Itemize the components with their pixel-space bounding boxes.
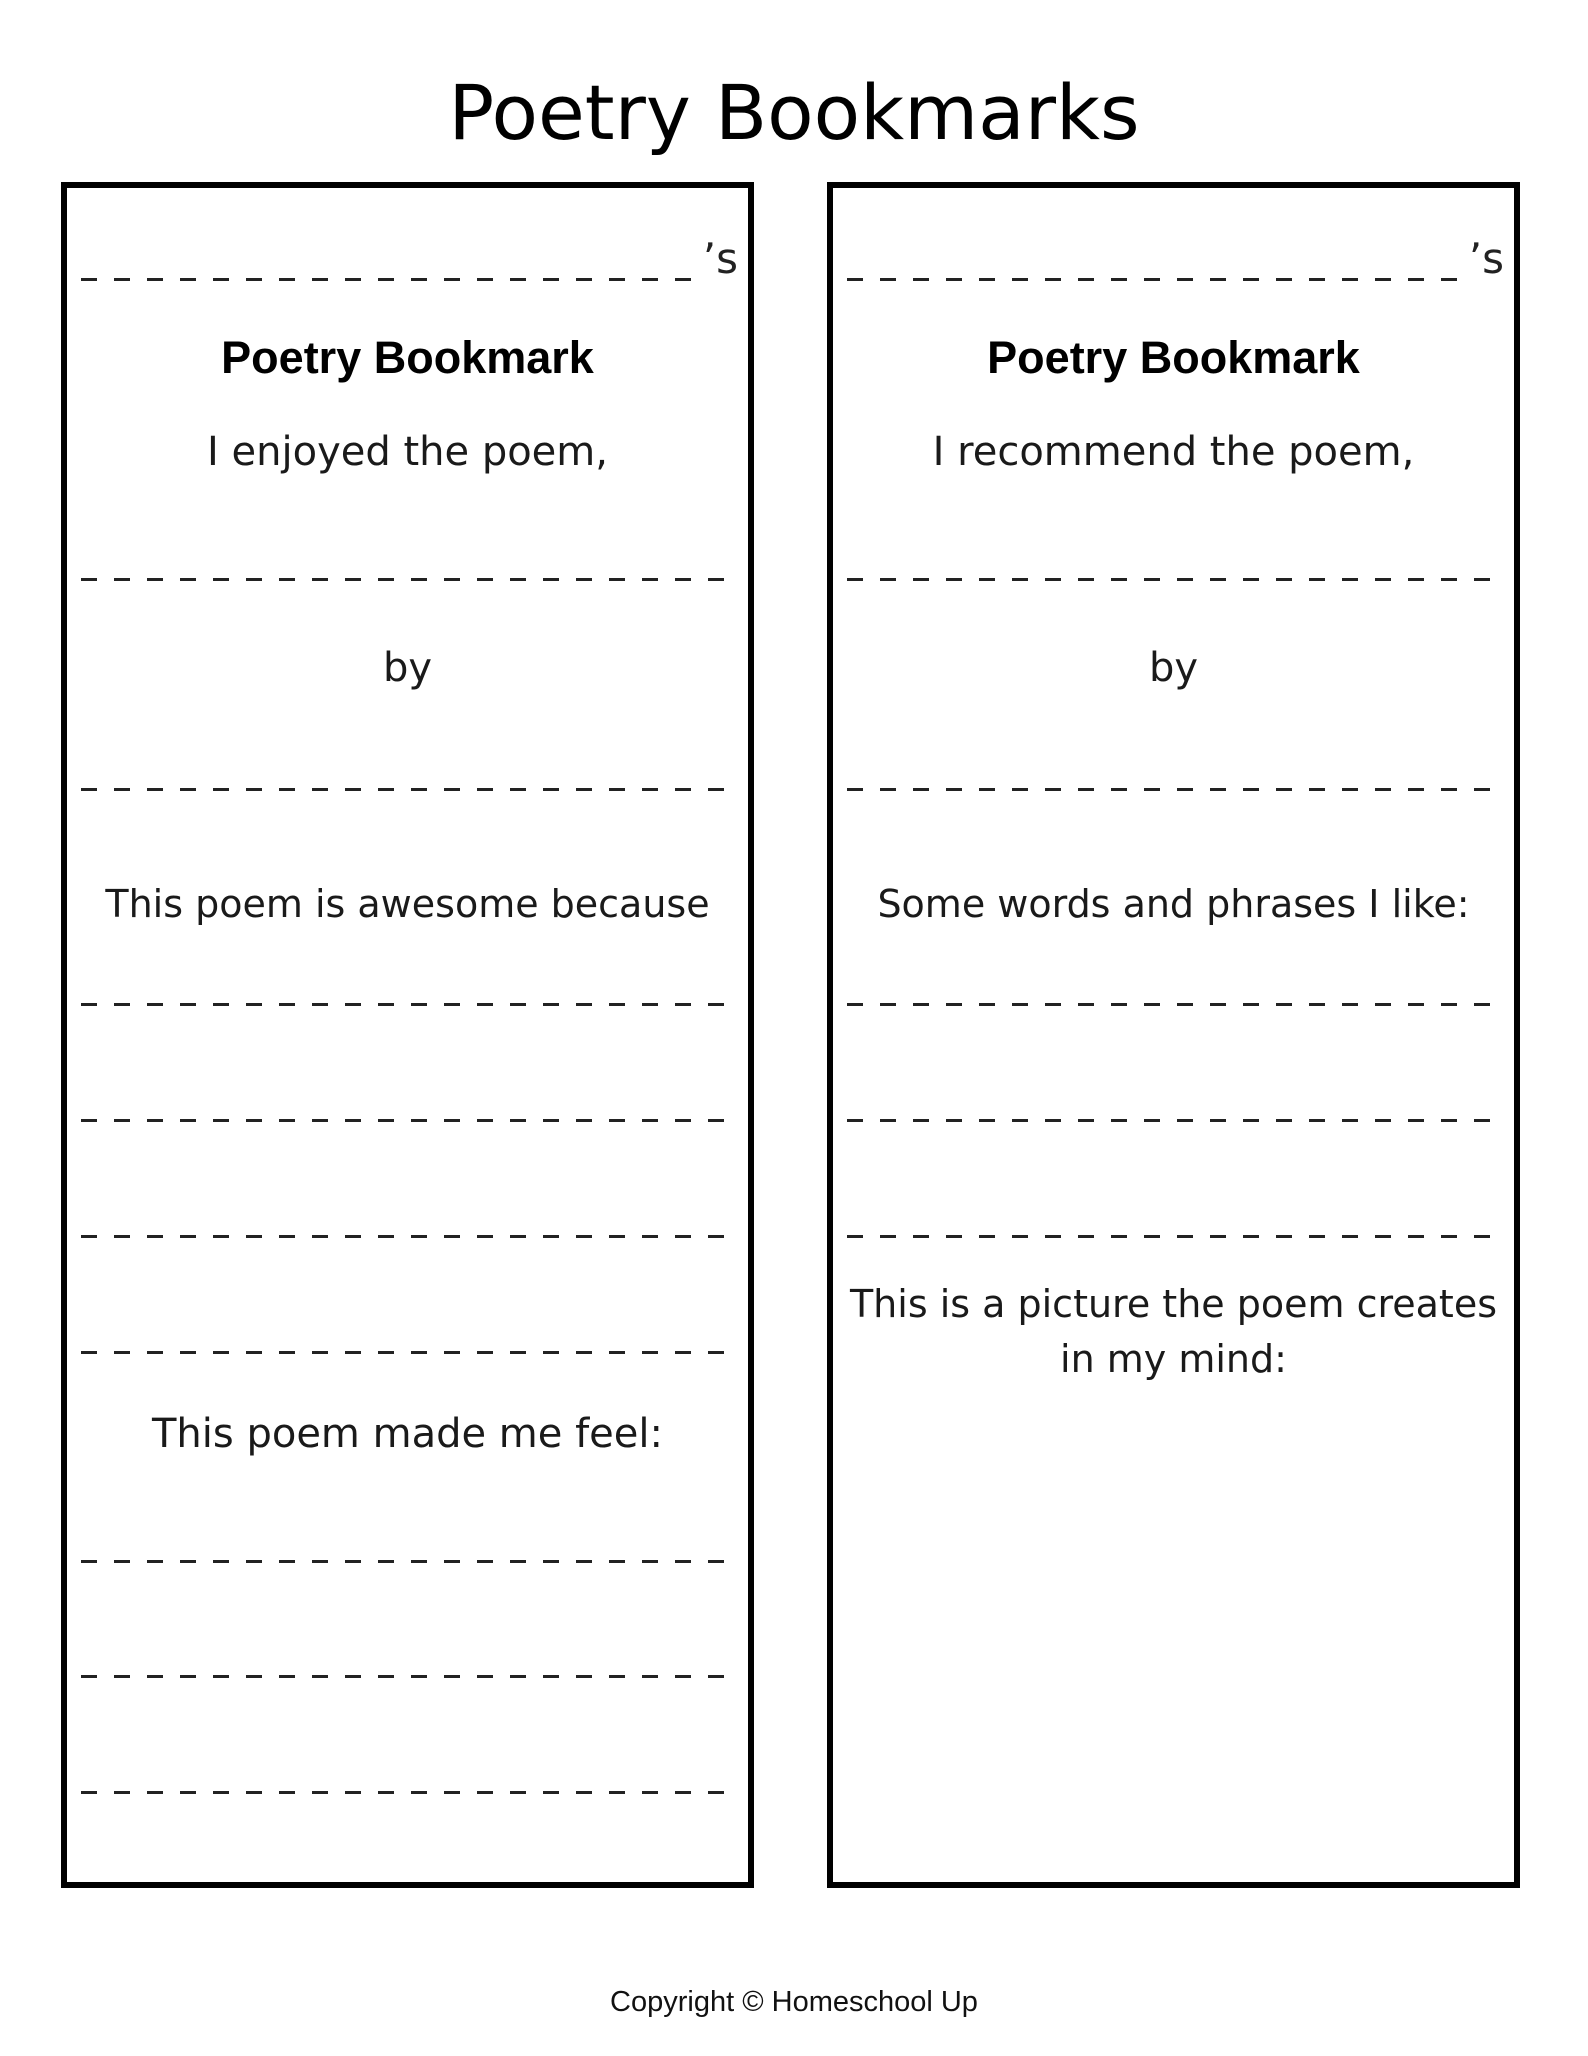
prompt-text: I enjoyed the poem, <box>207 429 608 475</box>
section-picture-label-2: in my mind: <box>1060 1337 1287 1381</box>
copyright-text: Copyright © Homeschool Up <box>610 1986 978 2018</box>
author-line[interactable] <box>847 788 1502 791</box>
words-line-3[interactable] <box>847 1235 1502 1238</box>
poem-title-line[interactable] <box>81 578 736 581</box>
by-text: by <box>382 645 433 691</box>
words-line-1[interactable] <box>847 1003 1502 1006</box>
section-words-label: Some words and phrases I like: <box>877 882 1470 926</box>
awesome-line-4[interactable] <box>81 1351 736 1354</box>
awesome-line-1[interactable] <box>81 1003 736 1006</box>
name-suffix: ’s <box>1468 234 1504 283</box>
bookmark-title: Poetry Bookmark <box>987 332 1360 383</box>
feel-line-2[interactable] <box>81 1675 736 1678</box>
feel-line-3[interactable] <box>81 1791 736 1794</box>
section-awesome-label: This poem is awesome because <box>105 882 710 926</box>
by-text: by <box>1148 645 1199 691</box>
feel-line-1[interactable] <box>81 1560 736 1563</box>
name-line[interactable] <box>847 278 1468 281</box>
bookmark-enjoyed <box>61 182 754 1888</box>
name-line[interactable] <box>81 278 702 281</box>
section-feel-label: This poem made me feel: <box>152 1411 663 1457</box>
awesome-line-2[interactable] <box>81 1119 736 1122</box>
bookmark-recommend <box>827 182 1520 1888</box>
prompt-text: I recommend the poem, <box>932 429 1415 475</box>
author-line[interactable] <box>81 788 736 791</box>
poem-title-line[interactable] <box>847 578 1502 581</box>
picture-drawing-area[interactable] <box>847 1408 1500 1868</box>
awesome-line-3[interactable] <box>81 1235 736 1238</box>
section-picture-label-1: This is a picture the poem creates <box>849 1282 1498 1326</box>
bookmark-title: Poetry Bookmark <box>221 332 594 383</box>
words-line-2[interactable] <box>847 1119 1502 1122</box>
page-title: Poetry Bookmarks <box>448 68 1140 157</box>
name-suffix: ’s <box>702 234 738 283</box>
